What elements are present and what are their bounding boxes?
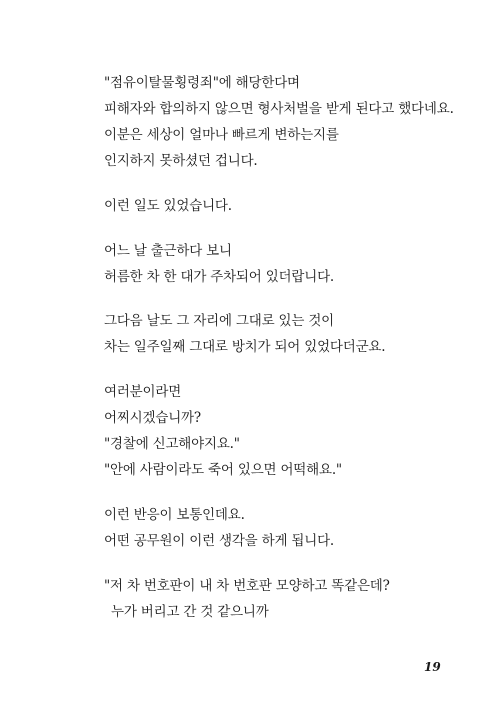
text-line: 어떤 공무원이 이런 생각을 하게 됩니다.	[104, 533, 335, 549]
text-line: 어느 날 출근하다 보니	[104, 243, 232, 259]
text-line: "점유이탈물횡령죄"에 해당한다며	[104, 75, 300, 91]
text-line: 이분은 세상이 얼마나 빠르게 변하는지를	[104, 127, 339, 143]
page-number: 19	[424, 660, 441, 674]
text-line: "경찰에 신고해야지요."	[104, 436, 240, 452]
text-line: 그다음 날도 그 자리에 그대로 있는 것이	[104, 313, 335, 329]
text-line: 이런 일도 있었습니다.	[104, 198, 232, 214]
text-line: 차는 일주일째 그대로 방치가 되어 있었다더군요.	[104, 339, 386, 355]
text-line: 어찌시겠습니까?	[104, 410, 201, 426]
text-line: 허름한 차 한 대가 주차되어 있더랍니다.	[104, 269, 335, 285]
text-line: 피해자와 합의하지 않으면 형사처벌을 받게 된다고 했다네요.	[104, 101, 454, 117]
text-line: "저 차 번호판이 내 차 번호판 모양하고 똑같은데?	[104, 578, 390, 594]
text-line: "안에 사람이라도 죽어 있으면 어떡해요."	[104, 462, 342, 478]
text-line: 누가 버리고 간 것 같으니까	[111, 604, 269, 620]
text-line: 여러분이라면	[104, 384, 182, 400]
text-line: 인지하지 못하셨던 겁니다.	[104, 153, 258, 169]
text-line: 이런 반응이 보통인데요.	[104, 507, 245, 523]
